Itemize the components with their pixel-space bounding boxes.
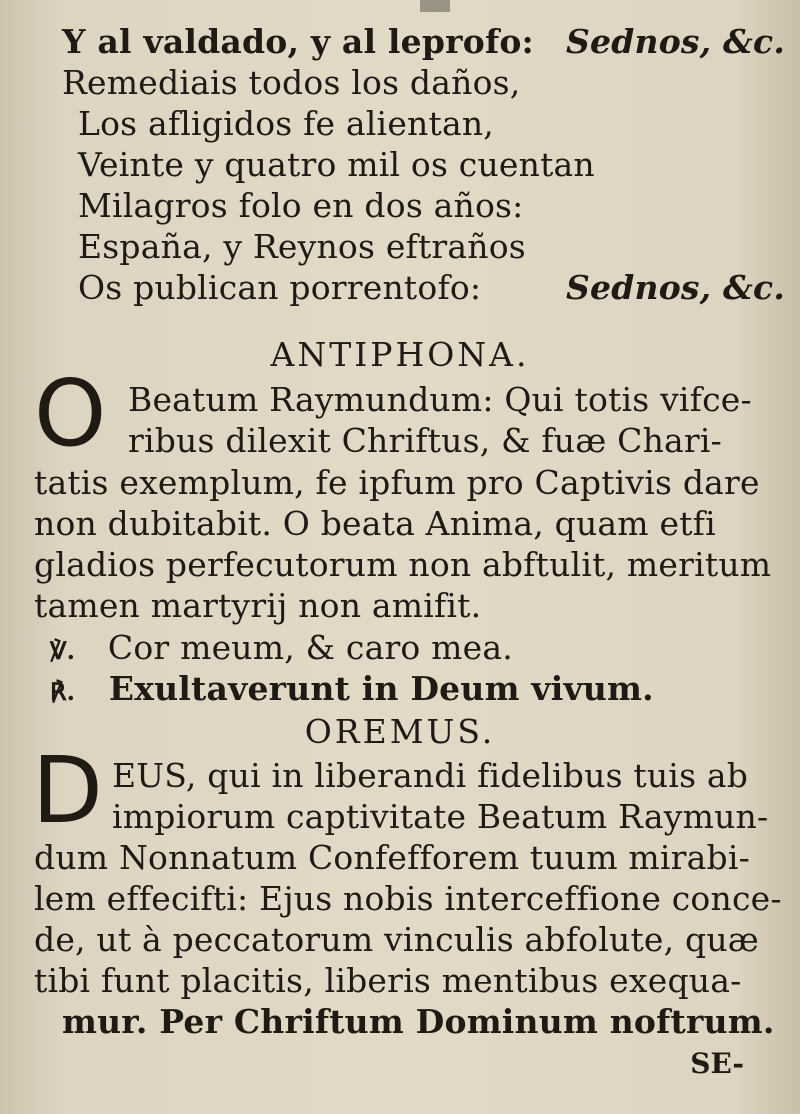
antiphona-dropcap: O <box>34 360 107 467</box>
verse-refrain: Sednos, &c. <box>566 268 786 307</box>
antiphona-line: gladios perfecutorum non abftulit, meritum <box>34 545 772 584</box>
verse-line: Veinte y quatro mil os cuentan <box>78 145 595 184</box>
antiphona-heading: ANTIPHONA. <box>270 335 530 374</box>
verse-line: Los afligidos fe alientan, <box>78 104 494 143</box>
antiphona-line: non dubitabit. O beata Anima, quam etfi <box>34 504 716 543</box>
oremus-dropcap: D <box>32 737 103 844</box>
page-edge-shadow <box>420 0 450 12</box>
versicle-line <box>50 628 513 671</box>
antiphona-line: tatis exemplum, fe ipfum pro Captivis dare <box>34 463 760 502</box>
verse-line: Milagros folo en dos años: <box>78 186 524 225</box>
response-text: Exultaverunt in Deum vivum. <box>108 669 654 708</box>
oremus-line: mur. Per Chriftum Dominum noftrum. <box>62 1002 775 1041</box>
verse-line: España, y Reynos eftraños <box>78 227 526 266</box>
catchword: SE- <box>690 1047 744 1080</box>
verse-line: Y al valdado, y al leprofo: <box>62 22 534 61</box>
antiphona-line: Beatum Raymundum: Qui totis vifce- <box>128 380 752 419</box>
oremus-heading: OREMUS. <box>304 712 496 751</box>
verse-line: Os publican porrentofo: <box>78 268 482 307</box>
oremus-line: EUS, qui in liberandi fidelibus tuis ab <box>112 756 749 795</box>
oremus-line: de, ut à peccatorum vinculis abfolute, quæ <box>34 920 760 959</box>
oremus-line: lem effecifti: Ejus nobis interceffione conce- <box>34 879 782 918</box>
response-symbol: ℟. <box>50 677 76 706</box>
oremus-line: tibi funt placitis, liberis mentibus exequa- <box>34 961 742 1000</box>
antiphona-line: tamen martyrij non amifit. <box>34 586 482 625</box>
antiphona-line: ribus dilexit Chriftus, & fuæ Chari- <box>128 421 722 460</box>
versicle-symbol: ℣. <box>50 636 76 665</box>
verse-refrain: Sednos, &c. <box>566 22 786 61</box>
oremus-line: impiorum captivitate Beatum Raymun- <box>112 797 769 836</box>
verse-line: Remediais todos los daños, <box>62 63 521 102</box>
response-line <box>50 669 654 712</box>
oremus-line: dum Nonnatum Confefforem tuum mirabi- <box>34 838 750 877</box>
versicle-text: Cor meum, & caro mea. <box>107 628 513 667</box>
